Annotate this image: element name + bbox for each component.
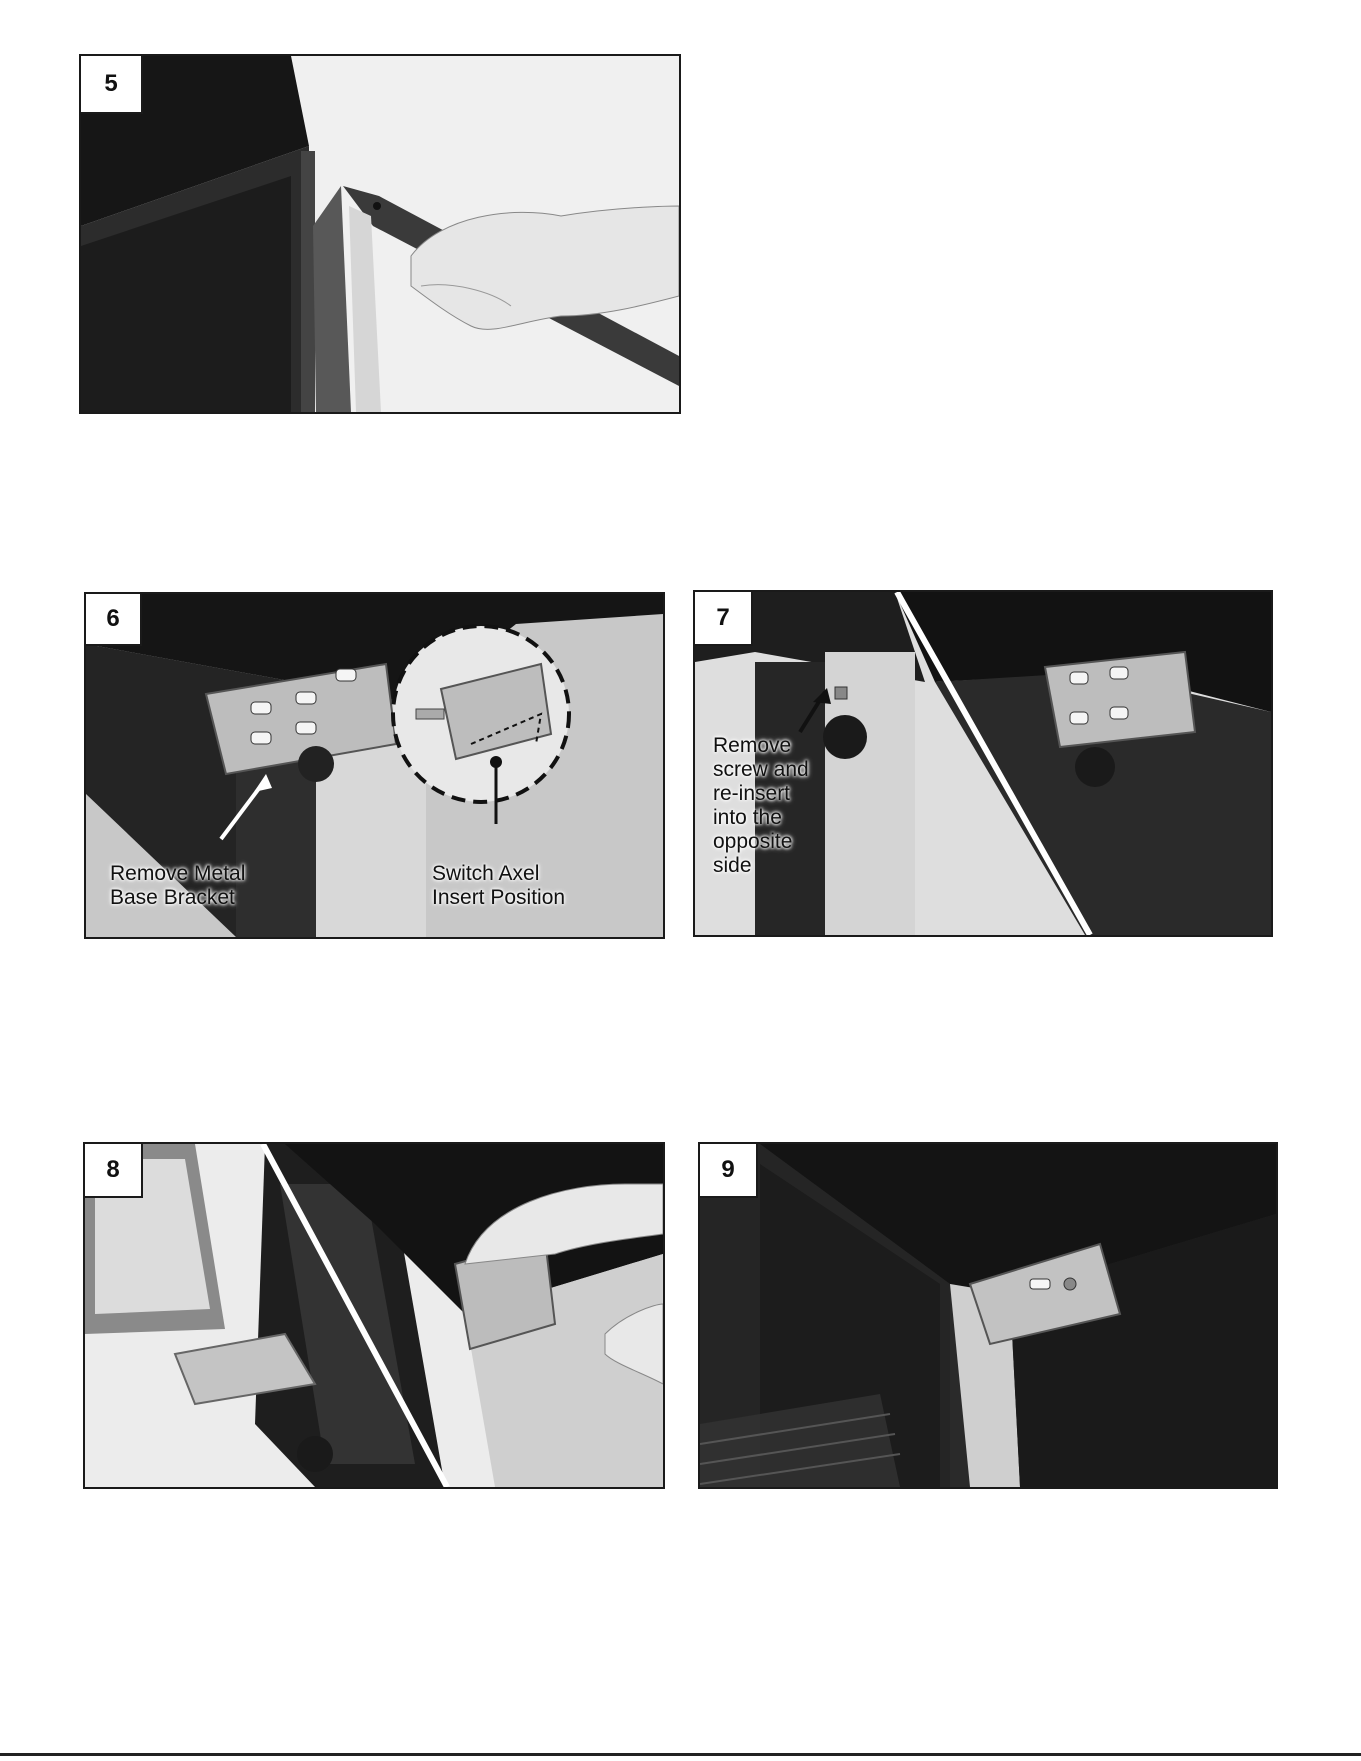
callout-line: opposite [713,830,793,853]
callout-line: side [713,854,752,877]
step-8-panel [83,1142,665,1489]
callout-line: into the [713,806,782,829]
step-number: 5 [104,70,118,97]
step-number: 7 [716,604,730,631]
step-number: 8 [106,1156,120,1183]
step-7-panel [693,590,1273,937]
step-number-badge [86,594,142,646]
callout-line: re-insert [713,782,791,805]
step-5-panel [79,54,681,414]
step-number-badge [81,56,143,114]
step-number: 9 [721,1156,735,1183]
step-number: 6 [106,605,120,632]
step-5-illustration [81,56,679,412]
step-6-panel [84,592,665,939]
callout-switch-axel [432,862,565,910]
callout-line: Base Bracket [110,886,235,909]
callout-line: screw and [713,758,809,781]
callout-line: Switch Axel [432,862,540,885]
step-9-panel [698,1142,1278,1489]
step-8-illustration [85,1144,663,1487]
step-9-illustration [700,1144,1276,1487]
callout-remove-screw [713,734,809,878]
step-number-badge [85,1144,143,1198]
callout-line: Insert Position [432,886,566,909]
callout-remove-bracket [110,862,245,910]
step-number-badge [700,1144,758,1198]
callout-line: Remove [713,734,792,757]
footer-rule [0,1753,1361,1756]
step-number-badge [695,592,753,646]
callout-line: Remove Metal [110,862,246,885]
